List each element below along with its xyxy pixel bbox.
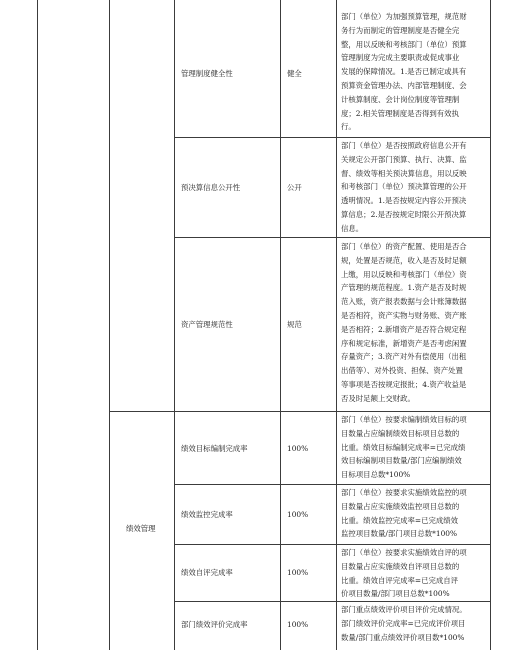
indicator-name: 绩效监控完成率 <box>181 510 233 519</box>
description-line: 部门（单位）的资产配置、使用是否合 <box>341 242 467 251</box>
indicator-name: 部门绩效评价完成率 <box>181 620 248 629</box>
indicator-value: 100% <box>287 510 309 519</box>
description-line: 上缴，用以反映和考核部门（单位）资 <box>341 269 467 279</box>
description-line: 度；2.相关管理制度是否得到有效执 <box>341 108 459 118</box>
description-line: 发展的保障情况。1.是否已制定或具有 <box>341 67 467 77</box>
indicator-description <box>341 10 487 134</box>
description-line: 产管理的规范程度。1.资产是否及时规 <box>341 283 467 293</box>
description-line: 透明情况。1.是否按规定内容公开预决 <box>341 196 467 206</box>
description-line: 出借等）、对外投资、担保、资产处置 <box>341 366 463 376</box>
row-divider <box>174 137 491 138</box>
description-line: 规，处置是否规范，收入是否及时足额 <box>341 255 467 265</box>
description-line: 目数量占应实施绩效监控项目总数的 <box>341 501 460 511</box>
indicator-description <box>341 139 487 236</box>
table-divider-subcategory <box>174 0 175 650</box>
indicator-value: 100% <box>287 620 309 629</box>
category-label: 绩效管理 <box>126 524 156 533</box>
row-divider <box>109 411 491 412</box>
description-line: 部门（单位）按要求编制绩效目标的项 <box>341 415 467 424</box>
row-divider <box>174 237 491 238</box>
description-line: 预算资金管理办法、内部管理制度、会 <box>341 80 467 90</box>
description-line: 目数量占应编制绩效目标项目总数的 <box>341 428 460 438</box>
table-divider-value <box>336 0 337 650</box>
description-line: 序和规定标准，新增资产是否考虑闲置 <box>341 338 467 348</box>
description-line: 是否相符；2.新增资产是否符合规定程 <box>341 324 467 334</box>
indicator-description <box>341 240 487 406</box>
description-line: 算信息；2.是否按规定时限公开预决算 <box>341 209 467 219</box>
description-line: 监控项目数量/部门项目总数*100% <box>341 529 458 539</box>
description-line: 价项目数量/部门项目总数*100% <box>341 589 450 599</box>
description-line: 部门（单位）按要求实施绩效自评的项 <box>341 548 467 557</box>
description-line: 信息。 <box>341 223 364 233</box>
description-line: 部门（单位）按要求实施绩效监控的项 <box>341 488 467 497</box>
description-line: 比重。绩效监控完成率=已完成绩效 <box>341 515 459 525</box>
description-line: 行。 <box>341 122 356 132</box>
description-line: 部门（单位）是否按照政府信息公开有 <box>341 141 467 150</box>
indicator-name: 资产管理规范性 <box>181 320 233 329</box>
description-line: 效目标编制项目数量/部门应编制绩效 <box>341 456 462 466</box>
indicator-name: 绩效自评完成率 <box>181 568 233 577</box>
table-border-right <box>490 0 491 650</box>
indicator-name: 预决算信息公开性 <box>181 183 241 192</box>
description-line: 部门重点绩效评价项目评价完成情况。 <box>341 605 467 614</box>
description-line: 关规定公开部门预算、执行、决算、监 <box>341 154 467 164</box>
indicator-name: 绩效目标编制完成率 <box>181 444 248 453</box>
description-line: 整，用以反映和考核部门（单位）预算 <box>341 39 467 49</box>
description-line: 等事项是否按规定报批；4.资产收益是 <box>341 379 467 389</box>
indicator-value: 规范 <box>287 320 302 329</box>
description-line: 管理制度为完成主要职责或促成事业 <box>341 53 460 63</box>
description-line: 目数量占应实施绩效自评项目总数的 <box>341 561 460 571</box>
description-line: 目标项目总数*100% <box>341 470 411 480</box>
indicator-description <box>341 603 487 644</box>
description-line: 范入账，资产报表数据与会计账簿数据 <box>341 297 467 307</box>
table-divider-category <box>109 0 110 650</box>
description-line: 督、绩效等相关预决算信息，用以反映 <box>341 168 467 178</box>
description-line: 存量资产；3.资产对外有偿使用（出租 <box>341 352 467 362</box>
description-line: 比重。绩效自评完成率=已完成自评 <box>341 575 459 585</box>
description-line: 部门绩效评价完成率=已完成评价项目 <box>341 618 466 628</box>
table-border-left <box>37 0 38 650</box>
row-divider <box>174 544 491 545</box>
description-line: 部门（单位）为加强预算管理，规范财 <box>341 12 467 21</box>
description-line: 否及时足额上交财政。 <box>341 393 415 403</box>
indicator-value: 公开 <box>287 183 302 192</box>
description-line: 数量/部门重点绩效评价项目数*100% <box>341 632 465 642</box>
indicator-value: 100% <box>287 568 309 577</box>
table-divider-indicator <box>280 0 281 650</box>
indicator-value: 健全 <box>287 69 302 78</box>
description-line: 务行为而制定的管理制度是否健全完 <box>341 25 460 35</box>
description-line: 计核算制度、会计岗位制度等管理制 <box>341 94 460 104</box>
description-line: 比重。绩效目标编制完成率=已完成绩 <box>341 442 466 452</box>
indicator-name: 管理制度健全性 <box>181 69 233 78</box>
indicator-value: 100% <box>287 444 309 453</box>
description-line: 是否相符，资产实物与财务账、资产账 <box>341 310 467 320</box>
row-divider <box>174 484 491 485</box>
description-line: 和考核部门（单位）预决算管理的公开 <box>341 182 467 192</box>
indicator-description <box>341 413 487 482</box>
indicator-description <box>341 546 487 601</box>
indicator-description <box>341 486 487 541</box>
